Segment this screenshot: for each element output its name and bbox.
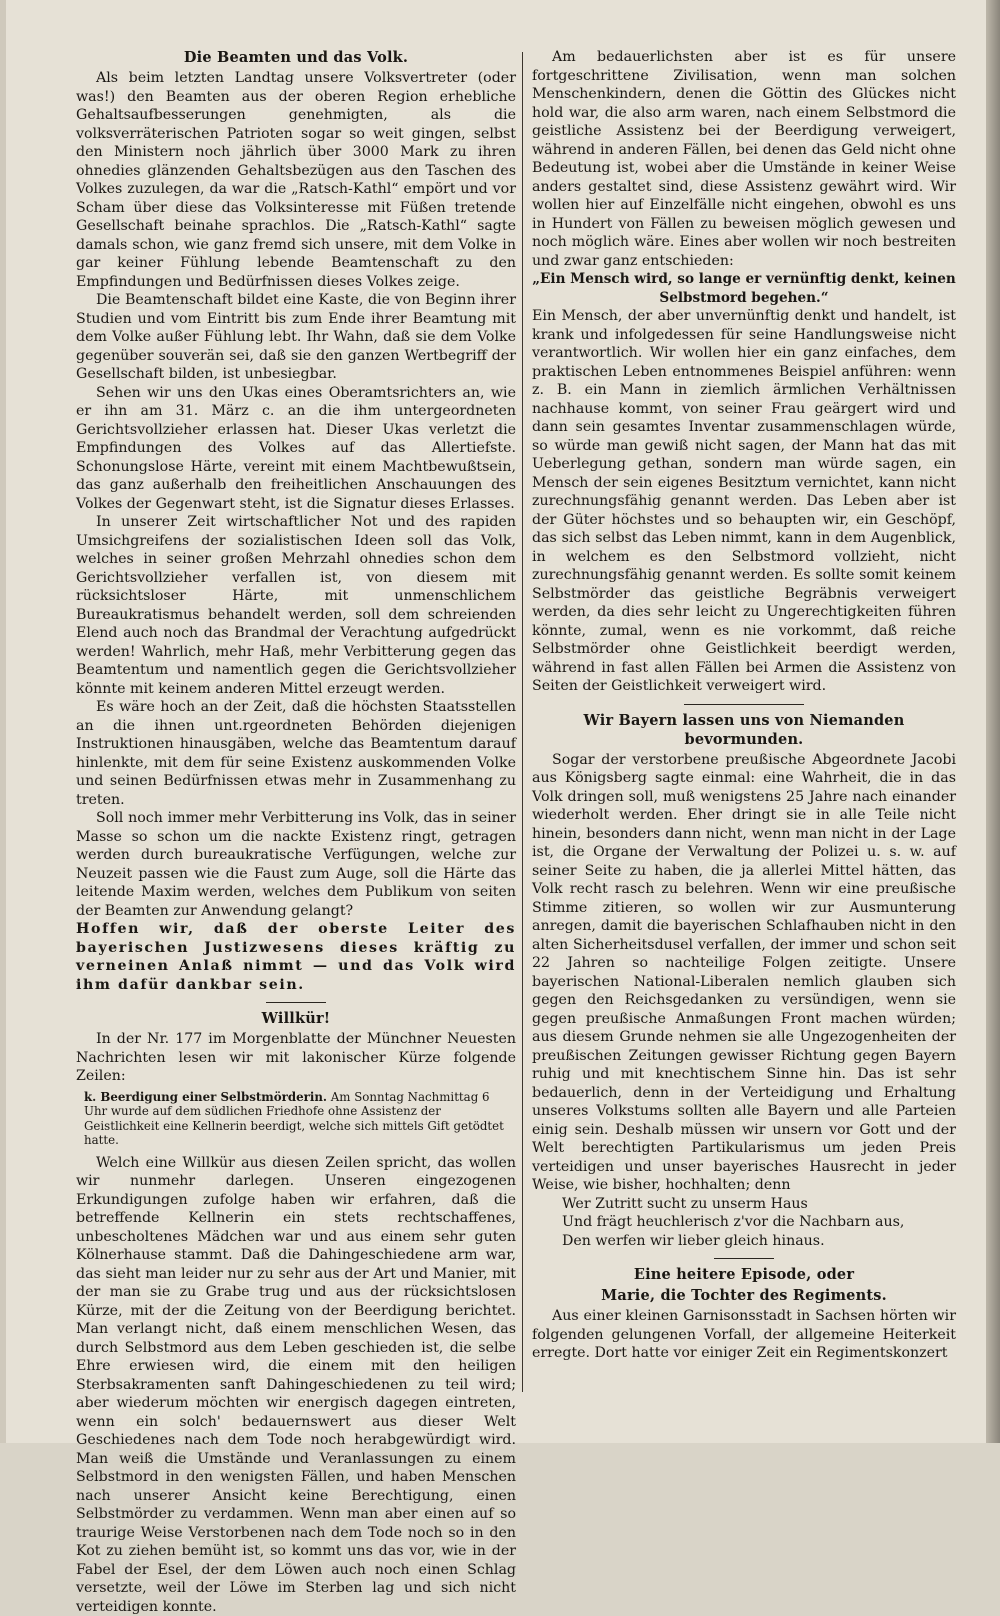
column-divider bbox=[522, 52, 523, 1392]
right-column bbox=[532, 48, 956, 1363]
article-paragraph: Es wäre hoch an der Zeit, daß die höchsten Staatsstellen an die ihnen unt.rgeordneten Behörden diejenigen Instruktionen hinausgäben, welche das Beamtentum darauf hinlenkte, mit dem für seine Existenz auskommenden Volke und seinen Bedürfnissen etwas mehr in Zusammenhang zu treten. bbox=[76, 698, 516, 809]
article-paragraph: Ein Mensch, der aber unvernünftig denkt und handelt, ist krank und infolgedessen für seine Handlungsweise nicht verantwortlich. Wir wollen hier ein ganz einfaches, dem praktischen Leben entnommenes Beispiel anführen: wenn z. B. ein Mann in ziemlich ärmlichen Verhältnissen nachhause kommt, von seiner Frau geärgert wird und dann sein gesamtes Inventar zusammenschlagen würde, so würde man gewiß nicht sagen, der Mann hat das mit Ueberlegung gethan, sondern man würde sagen, ein Mensch der sein eigenes Besitztum vernichtet, kann nicht zurechnungsfähig genannt werden. Das Leben aber ist der Güter höchstes und so behaupten wir, ein Geschöpf, das sich selbst das Leben nimmt, kann in dem Augenblick, in welchem es den Selbstmord vollzieht, nicht zurechnungsfähig genannt werden. Es sollte somit keinem Selbstmörder das geistliche Begräbnis verweigert werden, da dies sehr leicht zu Ungerechtigkeiten führen könnte, zumal, wenn es nie vorkommt, daß reiche Selbstmörder ohne Geistlichkeit beerdigt werden, während in fast allen Fällen bei Armen die Assistenz von Seiten der Geistlichkeit verweigert wird. bbox=[532, 307, 956, 696]
notice-heading: k. Beerdigung einer Selbstmörderin. bbox=[84, 1090, 327, 1104]
article-paragraph: Soll noch immer mehr Verbitterung ins Volk, das in seiner Masse so schon um die nackte Existenz ringt, getragen werden durch bureaukratische Verfügungen, welche zur Neuzeit passen wie die Faust zum Auge, soll die Härte das leitende Maxim werden, welches dem Publikum von seiten der Beamten zur Anwendung gelangt? bbox=[76, 809, 516, 920]
article-paragraph: Welch eine Willkür aus diesen Zeilen spricht, das wollen wir nunmehr darlegen. Unseren eingezogenen Erkundigungen zufolge haben wir erfahren, daß die betreffende Kellnerin ein stets rechtschaffenes, unbescholtenes Mädchen war und aus einem sehr guten Kölnerhause stammt. Daß die Dahingeschiedene arm war, das sieht man leider nur zu sehr aus der Art und Manier, mit der man sie zu Grabe trug und aus der rücksichtslosen Kürze, mit der die Zeitung von der Beerdigung berichtet. Man verlangt nicht, daß einem menschlichen Wesen, das durch Selbstmord aus dem Leben geschieden ist, die selbe Ehre erwiesen wird, die einem mit den heiligen Sterbsakramenten sanft Dahingeschiedenen zu teil wird; aber wiederum möchten wir energisch dagegen eintreten, wenn ein solch' bedauernswert aus dieser Welt Geschiedenes nach dem Tode noch herabgewürdigt wird. Man weiß die Umstände und Veranlassungen zu einem Selbstmord in den wenigsten Fällen, und haben Menschen nach unserer Ansicht keine Berechtigung, einen Selbstmörder zu verdammen. Wenn man aber einen auf so traurige Weise Verstorbenen nach dem Tode noch so in den Kot zu ziehen bemüht ist, so kommt uns das vor, wie in der Fabel der Esel, der dem Löwen auch noch einen Schlag versetzte, weil der Löwe im Sterben lag und sich nicht verteidigen konnte. bbox=[76, 1154, 516, 1616]
article-paragraph: In unserer Zeit wirtschaftlicher Not und des rapiden Umsichgreifens der sozialistischen Ideen soll das Volk, welches in seiner großen Mehrzahl ohnedies schon dem Gerichtsvollzieher verfallen ist, von diesem mit rücksichtsloser Härte, mit unmenschlichem Bureaukratismus behandelt werden, soll dem schreienden Elend auch noch das Brandmal der Verachtung aufgedrückt werden! Wahrlich, mehr Haß, mehr Verbitterung gegen das Beamtentum und namentlich gegen die Gerichtsvollzieher könnte mit keinem anderen Mittel erzeugt werden. bbox=[76, 513, 516, 698]
article-title-willkuer: Willkür! bbox=[76, 1009, 516, 1028]
article-paragraph: Die Beamtenschaft bildet eine Kaste, die von Beginn ihrer Studien und vom Eintritt bis zum Ende ihrer Beamtung mit dem Volke außer Fühlung lebt. Ihr Wahn, daß sie dem Volke gegenüber souverän sei, daß sie den ganzen Wertbegriff der Gesellschaft bilden, ist unbesiegbar. bbox=[76, 291, 516, 384]
left-column bbox=[76, 48, 516, 1616]
section-separator bbox=[714, 1258, 774, 1259]
article-paragraph: Am bedauerlichsten aber ist es für unsere fortgeschrittene Zivilisation, wenn man solchen Menschenkindern, denen die Göttin des Glückes nicht hold war, die also arm waren, nach einem Selbstmord die geistliche Assistenz bei der Beerdigung verweigert, während in anderen Fällen, bei denen das Geld nicht ohne Bedeutung ist, wobei aber die Umstände in keiner Weise anders gestaltet sind, diese Assistenz gewährt wird. Wir wollen hier auf Einzelfälle nicht eingehen, obwohl es uns in Hundert von Fällen zu beweisen möglich gewesen und noch möglich wäre. Eines aber wollen wir noch bestreiten und zwar ganz entschieden: bbox=[532, 48, 956, 270]
article-title-episode-line1: Eine heitere Episode, oder bbox=[532, 1265, 956, 1284]
article-title-episode-line2: Marie, die Tochter des Regiments. bbox=[532, 1286, 956, 1305]
quoted-notice bbox=[84, 1090, 506, 1148]
notice-body: Am Sonntag Nachmittag 6 Uhr wurde auf dem südlichen Friedhofe ohne Assistenz der Geistlichkeit eine Kellnerin beerdigt, welche sich mittels Gift getödtet hatte. bbox=[84, 1090, 504, 1148]
article-closing: Hoffen wir, daß der oberste Leiter des bayerischen Justizwesens dieses kräftig zu verneinen Anlaß nimmt — und das Volk wird ihm dafür dankbar sein. bbox=[76, 920, 516, 994]
article-paragraph: Aus einer kleinen Garnisonsstadt in Sachsen hörten wir folgenden gelungenen Vorfall, der allgemeine Heiterkeit erregte. Dort hatte vor einiger Zeit ein Regimentskonzert bbox=[532, 1307, 956, 1363]
page-left-edge bbox=[0, 0, 6, 1443]
verse-line: Und frägt heuchlerisch z'vor die Nachbarn aus, bbox=[532, 1213, 956, 1232]
binding-shadow bbox=[986, 0, 1000, 1443]
article-title-bayern: Wir Bayern lassen uns von Niemanden bevormunden. bbox=[532, 711, 956, 749]
article-intro: In der Nr. 177 im Morgenblatte der Münchner Neuesten Nachrichten lesen wir mit lakonischer Kürze folgende Zeilen: bbox=[76, 1030, 516, 1086]
pull-quote: „Ein Mensch wird, so lange er vernünftig denkt, keinen Selbstmord begehen.“ bbox=[532, 270, 956, 307]
verse-line: Den werfen wir lieber gleich hinaus. bbox=[532, 1232, 956, 1251]
article-title-beamten: Die Beamten und das Volk. bbox=[76, 48, 516, 67]
article-paragraph: Sogar der verstorbene preußische Abgeordnete Jacobi aus Königsberg sagte einmal: eine Wahrheit, die in das Volk dringen soll, muß wenigstens 25 Jahre nach einander wiederholt werden. Eher dringt sie in alle Teile nicht hinein, besonders dann nicht, wenn man nicht in der Lage ist, die Organe der Verwaltung der Polizei u. s. w. auf seiner Seite zu haben, die ja allerlei Mittel hätten, das Volk recht rasch zu belehren. Wenn wir eine preußische Stimme zitieren, so wollen wir zur Ausmunterung anregen, damit die bayerischen Schlafhauben nicht in den alten Sicherheitsdusel verfallen, der immer und schon seit 22 Jahren so nachteilige Folgen zeitigte. Unsere bayerischen National-Liberalen nemlich glauben sich gegen den Reichsgedanken zu versündigen, wenn sie gegen preußische Anmaßungen Front machen würden; aus diesem Grunde nehmen sie alle Ungezogenheiten der preußischen Zeitungen gewisser Richtung gegen Bayern ruhig und mit knechtischem Sinne hin. Das ist sehr bedauerlich, denn in der Verteidigung und Erhaltung unseres Volkstums sollten alle Bayern und alle Parteien einig sein. Deshalb müssen wir unsern vor Gott und der Welt berechtigten Partikularismus um jeden Preis verteidigen und unser bayerisches Hausrecht in jeder Weise, wie bisher, hochhalten; denn bbox=[532, 751, 956, 1195]
article-paragraph: Sehen wir uns den Ukas eines Oberamtsrichters an, wie er ihn am 31. März c. an die ihm untergeordneten Gerichtsvollzieher erlassen hat. Dieser Ukas verletzt die Empfindungen des Volkes auf das Allertiefste. Schonungslose Härte, vereint mit einem Machtbewußtsein, das ganz außerhalb den freiheitlichen Anschauungen des Volkes der Gegenwart steht, ist die Signatur dieses Erlasses. bbox=[76, 384, 516, 514]
section-separator bbox=[684, 704, 804, 705]
section-separator bbox=[266, 1002, 326, 1003]
article-paragraph: Als beim letzten Landtag unsere Volksvertreter (oder was!) den Beamten aus der oberen Region erhebliche Gehaltsaufbesserungen genehmigten, als die volksverräterischen Patrioten sogar so weit gingen, selbst den Ministern noch jährlich über 3000 Mark zu ihren ohnedies glänzenden Gehaltsbezügen aus den Taschen des Volkes zuzulegen, da war die „Ratsch-Kathl“ empört und vor Scham über diese das Volksinteresse mit Füßen tretende Gesellschaft beinahe sprachlos. Die „Ratsch-Kathl“ sagte damals schon, wie ganz fremd sich unsere, mit dem Volke in gar keiner Fühlung lebende Beamtenschaft zu den Empfindungen und Bedürfnissen dieses Volkes zeige. bbox=[76, 69, 516, 291]
verse-block bbox=[532, 1195, 956, 1251]
verse-line: Wer Zutritt sucht zu unserm Haus bbox=[532, 1195, 956, 1214]
